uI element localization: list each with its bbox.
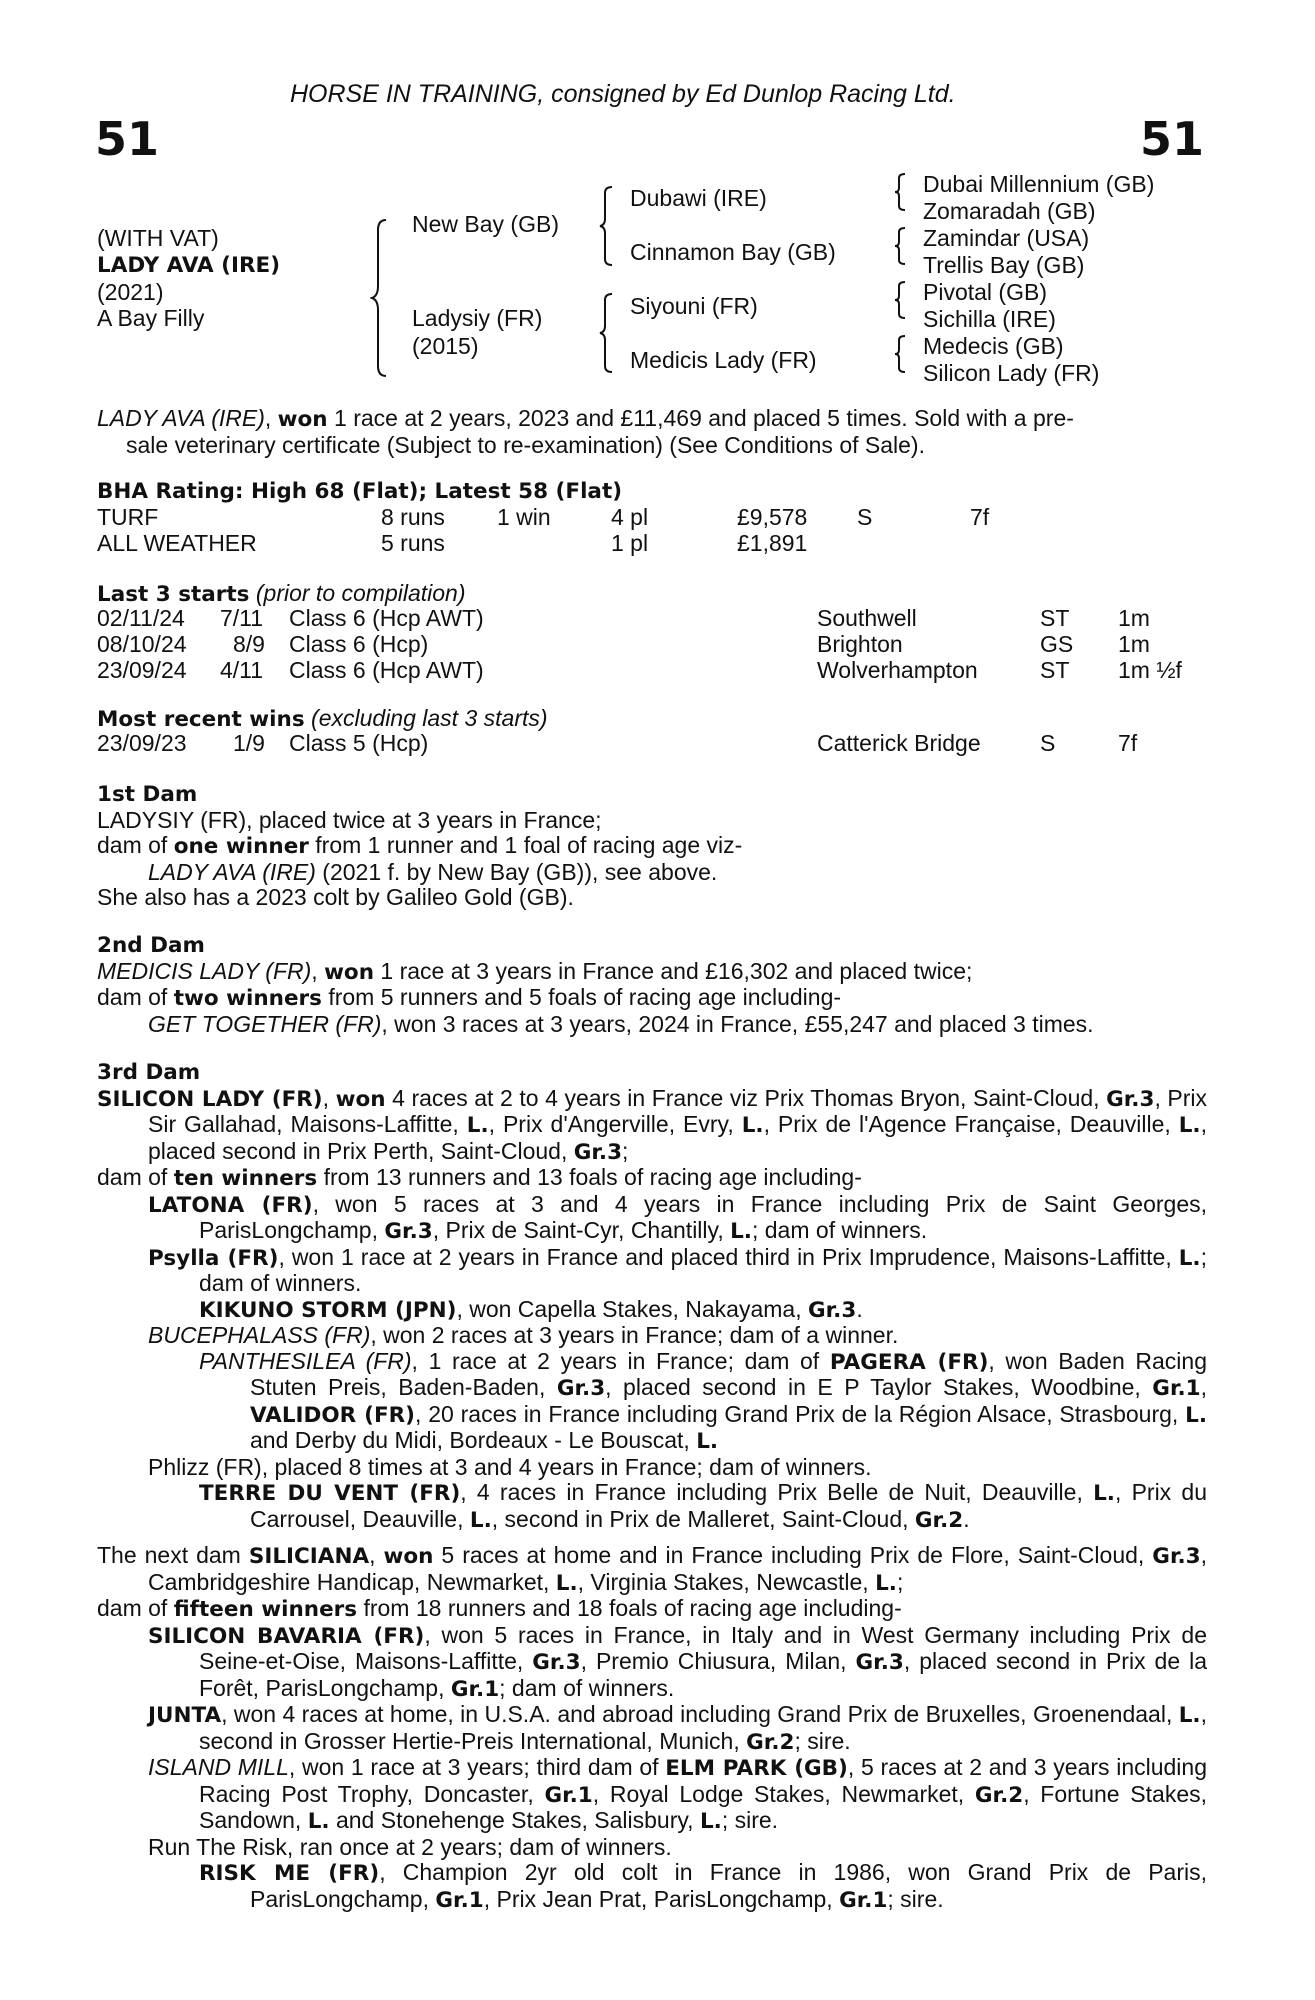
win-position: 1/9 xyxy=(233,730,265,756)
pedigree-dds: Medecis (GB) xyxy=(923,333,1064,359)
third-dam-section xyxy=(97,1060,1207,1533)
recent-wins-heading: Most recent wins (excluding last 3 starts) xyxy=(97,705,548,732)
third-dam-p5: KIKUNO STORM (JPN), won Capella Stakes, Nakayama, Gr.3. xyxy=(199,1295,863,1323)
horse-name: LADY AVA (IRE) xyxy=(97,253,281,278)
first-dam-line-1: LADYSIY (FR), placed twice at 3 years in France; xyxy=(97,806,602,833)
pedigree-dsd: Sichilla (IRE) xyxy=(923,306,1056,332)
third-dam-p6: BUCEPHALASS (FR), won 2 races at 3 years in France; dam of a winner. xyxy=(148,1322,899,1348)
rating-runs: 8 runs xyxy=(381,504,445,530)
pedigree-sire-sire: Dubawi (IRE) xyxy=(630,185,767,211)
start-course: Southwell xyxy=(817,605,917,631)
start-date: 23/09/24 xyxy=(97,657,187,683)
third-dam-p1: SILICON LADY (FR), won 4 races at 2 to 4 years in France viz Prix Thomas Bryon, Saint-Cloud, Gr.3, Prix Sir Gallahad, Maisons-Laffitte, L., Prix d'Angerville, Evry, L., Prix de l'Agence Française, Deauville, L., placed second in Prix Perth, Saint-Cloud, Gr.3; xyxy=(97,1084,1207,1165)
third-dam-p8: Phlizz (FR), placed 8 times at 3 and 4 years in France; dam of winners. xyxy=(148,1453,872,1480)
horse-year: (2021) xyxy=(97,279,164,305)
win-class: Class 5 (Hcp) xyxy=(289,730,429,756)
pedigree-dam-sire: Siyouni (FR) xyxy=(630,293,758,319)
pedigree-dam-year: (2015) xyxy=(412,333,479,359)
third-dam-p9: TERRE DU VENT (FR), 4 races in France including Prix Belle de Nuit, Deauville, L., Prix du Carrousel, Deauville, L., second in Prix de Malleret, Saint-Cloud, Gr.2. xyxy=(199,1479,1207,1533)
start-course: Brighton xyxy=(817,631,903,657)
pedigree-sss: Dubai Millennium (GB) xyxy=(923,171,1155,197)
rating-surface: ALL WEATHER xyxy=(97,530,257,556)
first-dam-line-4: She also has a 2023 colt by Galileo Gold (GB). xyxy=(97,884,574,910)
last3-heading: Last 3 starts (prior to compilation) xyxy=(97,580,466,607)
next-dam-p6: Run The Risk, ran once at 2 years; dam of winners. xyxy=(148,1833,672,1860)
first-dam-section: 1st Dam LADYSIY (FR), placed twice at 3 years in France; dam of one winner from 1 runner and 1 foal of racing age viz- LADY AVA (IRE) (2021 f. by New Bay (GB)), see above. She also has a 2023 colt by Galileo Gold (GB). xyxy=(97,782,1207,911)
pedigree-brace-dam xyxy=(598,292,616,374)
last3-table xyxy=(97,606,1197,686)
pedigree-dam-dam: Medicis Lady (FR) xyxy=(630,347,817,373)
start-distance: 1m xyxy=(1118,605,1150,631)
second-dam-title: 2nd Dam xyxy=(97,933,205,958)
rating-runs: 5 runs xyxy=(381,530,445,556)
pedigree-brace-main xyxy=(370,218,390,378)
start-distance: 1m ½f xyxy=(1118,657,1182,683)
start-distance: 1m xyxy=(1118,631,1150,657)
pedigree-sire-dam: Cinnamon Bay (GB) xyxy=(630,239,836,265)
pedigree-brace-4 xyxy=(893,334,909,374)
pedigree-brace-2 xyxy=(893,226,909,266)
summary-horse-name: LADY AVA (IRE) xyxy=(97,405,265,431)
start-class: Class 6 (Hcp AWT) xyxy=(289,657,484,683)
pedigree-ssd: Zomaradah (GB) xyxy=(923,198,1096,224)
start-going: GS xyxy=(1040,631,1074,657)
rating-title: BHA Rating: High 68 (Flat); Latest 58 (Flat) xyxy=(97,479,623,504)
start-position: 4/11 xyxy=(220,657,264,683)
pedigree-dam: Ladysiy (FR) xyxy=(412,305,543,331)
pedigree-brace-3 xyxy=(893,280,909,320)
pedigree-sds: Zamindar (USA) xyxy=(923,225,1090,251)
lot-number-left: 51 xyxy=(95,112,160,166)
rating-placed: 1 pl xyxy=(611,530,649,556)
start-position: 7/11 xyxy=(220,605,264,631)
start-course: Wolverhampton xyxy=(817,657,978,683)
start-class: Class 6 (Hcp AWT) xyxy=(289,605,484,631)
pedigree-brace-sire xyxy=(598,185,616,267)
race-summary: LADY AVA (IRE), won 1 race at 2 years, 2023 and £11,469 and placed 5 times. Sold with a pre- sale veterinary certificate (Subject to re-examination) (See Conditions of Sale). xyxy=(97,406,1207,458)
first-dam-winners: one winner xyxy=(173,834,309,859)
next-dam-p3: SILICON BAVARIA (FR), won 5 races in France, in Italy and in West Germany including Prix de Seine-et-Oise, Maisons-Laffitte, Gr.3, Premio Chiusura, Milan, Gr.3, placed second in Prix de la Forêt, ParisLongchamp, Gr.1; dam of winners. xyxy=(148,1621,1208,1702)
rating-prize: £1,891 xyxy=(737,530,808,556)
summary-text-1: 1 race at 2 years, 2023 and £11,469 and placed 5 times. Sold with a pre- xyxy=(327,405,1074,431)
lot-number-right: 51 xyxy=(1140,112,1205,166)
pedigree-ddd: Silicon Lady (FR) xyxy=(923,360,1100,386)
horse-description: A Bay Filly xyxy=(97,305,205,331)
start-date: 02/11/24 xyxy=(97,605,185,631)
first-dam-progeny: LADY AVA (IRE) xyxy=(148,858,316,885)
third-dam-title: 3rd Dam xyxy=(97,1060,201,1085)
win-going: S xyxy=(1040,730,1056,756)
rating-surface: TURF xyxy=(97,504,159,530)
summary-text-2: sale veterinary certificate (Subject to re-examination) (See Conditions of Sale). xyxy=(126,431,925,458)
pedigree-sire: New Bay (GB) xyxy=(412,211,559,237)
vat-label: (WITH VAT) xyxy=(97,225,219,251)
start-date: 08/10/24 xyxy=(97,631,187,657)
third-dam-p4: Psylla (FR), won 1 race at 2 years in France and placed third in Prix Imprudence, Maisons-Laffitte, L.; dam of winners. xyxy=(148,1243,1207,1296)
third-dam-p2: dam of ten winners from 13 runners and 13 foals of racing age including- xyxy=(97,1164,862,1191)
win-distance: 7f xyxy=(1118,730,1138,756)
start-class: Class 6 (Hcp) xyxy=(289,631,429,657)
third-dam-p7: PANTHESILEA (FR), 1 race at 2 years in France; dam of PAGERA (FR), won Baden Racing Stuten Preis, Baden-Baden, Gr.3, placed second in E P Taylor Stakes, Woodbine, Gr.1, VALIDOR (FR), 20 races in France including Grand Prix de la Région Alsace, Strasbourg, L. and Derby du Midi, Bordeaux - Le Bouscat, L. xyxy=(199,1347,1208,1454)
rating-going: S xyxy=(857,504,873,530)
next-dam-p5: ISLAND MILL, won 1 race at 3 years; third dam of ELM PARK (GB), 5 races at 2 and 3 years including Racing Post Trophy, Doncaster, Gr.1, Royal Lodge Stakes, Newmarket, Gr.2, Fortune Stakes, Sandown, L. and Stonehenge Stakes, Salisbury, L.; sire. xyxy=(148,1754,1208,1834)
start-position: 8/9 xyxy=(233,631,265,657)
rating-prize: £9,578 xyxy=(737,504,808,530)
next-dam-p7: RISK ME (FR), Champion 2yr old colt in France in 1986, won Grand Prix de Paris, ParisLongchamp, Gr.1, Prix Jean Prat, ParisLongchamp, Gr.1; sire. xyxy=(199,1859,1208,1913)
next-dam-p2: dam of fifteen winners from 18 runners and 18 foals of racing age including- xyxy=(97,1595,902,1622)
next-dam-p1: The next dam SILICIANA, won 5 races at home and in France including Prix de Flore, Saint-Cloud, Gr.3, Cambridgeshire Handicap, Newmarket, L., Virginia Stakes, Newcastle, L.; xyxy=(97,1542,1207,1596)
pedigree-sdd: Trellis Bay (GB) xyxy=(923,252,1085,278)
rating-wins: 1 win xyxy=(497,504,551,530)
rating-table xyxy=(97,505,1197,557)
pedigree-brace-1 xyxy=(893,172,909,212)
next-dam-section xyxy=(97,1543,1207,1913)
start-going: ST xyxy=(1040,605,1070,631)
next-dam-p4: JUNTA, won 4 races at home, in U.S.A. and abroad including Grand Prix de Bruxelles, Groenendaal, L., second in Grosser Hertie-Preis International, Munich, Gr.2; sire. xyxy=(148,1701,1207,1755)
start-going: ST xyxy=(1040,657,1070,683)
pedigree-dss: Pivotal (GB) xyxy=(923,279,1047,305)
third-dam-p3: LATONA (FR), won 5 races at 3 and 4 years in France including Prix de Saint Georges, ParisLongchamp, Gr.3, Prix de Saint-Cyr, Chantilly, L.; dam of winners. xyxy=(148,1190,1207,1244)
rating-placed: 4 pl xyxy=(611,504,649,530)
win-date: 23/09/23 xyxy=(97,730,187,756)
win-course: Catterick Bridge xyxy=(817,730,981,756)
rating-distance: 7f xyxy=(970,504,990,530)
recent-wins-table xyxy=(97,731,1197,759)
page-header-title: HORSE IN TRAINING, consigned by Ed Dunlop Racing Ltd. xyxy=(290,80,956,108)
first-dam-title: 1st Dam xyxy=(97,782,198,807)
summary-won: won xyxy=(277,407,328,432)
second-dam-section: 2nd Dam MEDICIS LADY (FR), won 1 race at 3 years in France and £16,302 and placed twice; dam of two winners from 5 runners and 5 foals of racing age including- GET TOGETHER (FR), won 3 races at 3 years, 2024 in France, £55,247 and placed 3 times. xyxy=(97,933,1207,1037)
